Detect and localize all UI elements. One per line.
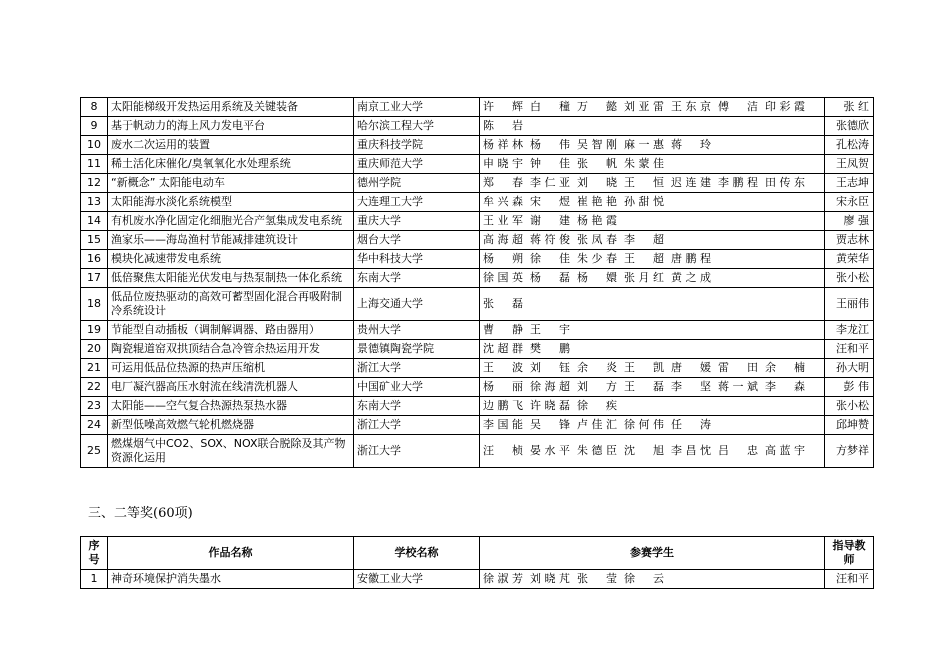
student-name: 谢 建 (530, 214, 570, 227)
table-row (81, 155, 874, 174)
advisor-name: 张德欣 (825, 117, 874, 136)
student-name: 麻一惠 (624, 138, 664, 151)
school-name: 浙江大学 (354, 416, 480, 435)
student-name: 高海超 (483, 233, 523, 246)
row-number: 11 (81, 155, 108, 174)
student-name: 雷 田 (718, 361, 758, 374)
school-name: 安徽工业大学 (354, 570, 480, 589)
students-list (480, 288, 825, 321)
student-name: 刘 晓 (577, 176, 617, 189)
student-name: 汪 桢 (483, 444, 523, 457)
student-name: 李 森 (765, 380, 805, 393)
school-name: 中国矿业大学 (354, 378, 480, 397)
student-name: 吴 锋 (530, 418, 570, 431)
table-row (81, 570, 874, 589)
work-title: 基于帆动力的海上风力发电平台 (108, 117, 354, 136)
student-name: 刘 方 (577, 380, 617, 393)
student-name: 卢佳汇 (577, 418, 617, 431)
row-number: 23 (81, 397, 108, 416)
student-name: 张 莹 (577, 572, 617, 585)
table-row (81, 212, 874, 231)
header-title: 作品名称 (108, 537, 354, 570)
student-name: 王业军 (483, 214, 523, 227)
student-name: 王 波 (483, 361, 523, 374)
row-number: 8 (81, 98, 108, 117)
school-name: 烟台大学 (354, 231, 480, 250)
table-row (81, 136, 874, 155)
table-row (81, 98, 874, 117)
work-title: 渔家乐——海岛渔村节能减排建筑设计 (108, 231, 354, 250)
advisor-name: 邱坤赞 (825, 416, 874, 435)
student-name: 黄之成 (671, 271, 711, 284)
work-title: 可运用低品位热源的热声压缩机 (108, 359, 354, 378)
work-title: 低品位废热驱动的高效可蓄型固化混合再吸附制冷系统设计 (108, 288, 354, 321)
work-title: 新型低噪高效燃气轮机燃烧器 (108, 416, 354, 435)
work-title: 模块化减速带发电系统 (108, 250, 354, 269)
student-name: 朱德臣 (577, 444, 617, 457)
student-name: 许 辉 (483, 100, 523, 113)
student-name: 朱少春 (577, 252, 617, 265)
advisor-name: 张 红 (825, 98, 874, 117)
row-number: 14 (81, 212, 108, 231)
student-name: 蒋 玲 (671, 138, 711, 151)
advisor-name: 贾志林 (825, 231, 874, 250)
work-title: 有机废水净化固定化细胞光合产氢集成发电系统 (108, 212, 354, 231)
students-list (480, 570, 825, 589)
school-name: 大连理工大学 (354, 193, 480, 212)
student-name: 迟连建 (671, 176, 711, 189)
student-name: 晏水平 (530, 444, 570, 457)
work-title: 稀土活化床催化/臭氧氧化水处理系统 (108, 155, 354, 174)
student-name: 申晓宇 (483, 157, 523, 170)
students-list (480, 136, 825, 155)
advisor-name: 汪和平 (825, 340, 874, 359)
table-row (81, 231, 874, 250)
school-name: 东南大学 (354, 397, 480, 416)
advisor-name: 方梦祥 (825, 435, 874, 468)
row-number: 9 (81, 117, 108, 136)
student-name: 傅 洁 (718, 100, 758, 113)
work-title: 废水二次运用的装置 (108, 136, 354, 155)
school-name: 浙江大学 (354, 435, 480, 468)
student-name: 王 超 (624, 252, 664, 265)
school-name: 贵州大学 (354, 321, 480, 340)
student-name: 张 磊 (483, 297, 523, 310)
student-name: 钟 佳 (530, 157, 570, 170)
row-number: 1 (81, 570, 108, 589)
school-name: 德州学院 (354, 174, 480, 193)
work-title: 燃煤烟气中CO2、SOX、NOX联合脱除及其产物资源化运用 (108, 435, 354, 468)
work-title: 节能型自动插板（调制解调器、路由器用） (108, 321, 354, 340)
row-number: 24 (81, 416, 108, 435)
student-name: 张 帆 (577, 157, 617, 170)
advisor-name: 彭 伟 (825, 378, 874, 397)
school-name: 哈尔滨工程大学 (354, 117, 480, 136)
student-name: 吴智刚 (577, 138, 617, 151)
row-number: 19 (81, 321, 108, 340)
table-row (81, 250, 874, 269)
student-name: 沈 旭 (624, 444, 664, 457)
student-name: 樊 鹏 (530, 342, 570, 355)
student-name: 余 炎 (577, 361, 617, 374)
table-row (81, 193, 874, 212)
student-name: 崔艳艳 (577, 195, 617, 208)
advisor-name: 宋永臣 (825, 193, 874, 212)
advisor-name: 李龙江 (825, 321, 874, 340)
student-name: 徐 疾 (577, 399, 617, 412)
student-name: 沈超群 (483, 342, 523, 355)
school-name: 上海交通大学 (354, 288, 480, 321)
students-list (480, 174, 825, 193)
student-name: 刘晓芃 (530, 572, 570, 585)
table-row (81, 416, 874, 435)
school-name: 重庆大学 (354, 212, 480, 231)
student-name: 徐淑芳 (483, 572, 523, 585)
students-list (480, 435, 825, 468)
student-name: 杨 伟 (530, 138, 570, 151)
student-name: 郑 春 (483, 176, 523, 189)
row-number: 17 (81, 269, 108, 288)
advisor-name: 孙大明 (825, 359, 874, 378)
school-name: 重庆师范大学 (354, 155, 480, 174)
header-students: 参赛学生 (480, 537, 825, 570)
students-list (480, 250, 825, 269)
table-row (81, 378, 874, 397)
student-name: 杨艳霞 (577, 214, 617, 227)
second-prize-table-header (81, 537, 874, 570)
table-row (81, 397, 874, 416)
student-name: 边鹏飞 (483, 399, 523, 412)
work-title: 神奇环境保护消失墨水 (108, 570, 354, 589)
students-list (480, 269, 825, 288)
header-no: 序号 (81, 537, 108, 570)
students-list (480, 212, 825, 231)
students-list (480, 397, 825, 416)
students-list (480, 193, 825, 212)
row-number: 25 (81, 435, 108, 468)
student-name: 高蓝宇 (765, 444, 805, 457)
student-name: 唐 媛 (671, 361, 711, 374)
advisor-name: 王志坤 (825, 174, 874, 193)
students-list (480, 359, 825, 378)
students-list (480, 378, 825, 397)
row-number: 21 (81, 359, 108, 378)
awards-table (80, 97, 874, 468)
student-name: 蒋符俊 (530, 233, 570, 246)
second-prize-table (80, 536, 874, 589)
student-name: 许晓磊 (530, 399, 570, 412)
student-name: 刘 钰 (530, 361, 570, 374)
student-name: 李仁亚 (530, 176, 570, 189)
student-name: 张月红 (624, 271, 664, 284)
students-list (480, 231, 825, 250)
school-name: 华中科技大学 (354, 250, 480, 269)
table-row (81, 321, 874, 340)
student-name: 杨 嬛 (577, 271, 617, 284)
row-number: 18 (81, 288, 108, 321)
header-school: 学校名称 (354, 537, 480, 570)
section-heading: 三、二等奖(60项) (88, 506, 193, 521)
table-row (81, 340, 874, 359)
student-name: 徐国英 (483, 271, 523, 284)
work-title: “新概念” 太阳能电动车 (108, 174, 354, 193)
student-name: 吕 忠 (718, 444, 758, 457)
advisor-name: 汪和平 (825, 570, 874, 589)
student-name: 李鹏程 (718, 176, 758, 189)
work-title: 太阳能梯级开发热运用系统及关键装备 (108, 98, 354, 117)
school-name: 东南大学 (354, 269, 480, 288)
school-name: 重庆科技学院 (354, 136, 480, 155)
student-name: 徐 云 (624, 572, 664, 585)
student-name: 白 穜 (530, 100, 570, 113)
work-title: 太阳能——空气复合热源热泵热水器 (108, 397, 354, 416)
row-number: 16 (81, 250, 108, 269)
advisor-name: 王凤贺 (825, 155, 874, 174)
advisor-name: 张小松 (825, 269, 874, 288)
student-name: 徐 佳 (530, 252, 570, 265)
student-name: 王 凯 (624, 361, 664, 374)
advisor-name: 王丽伟 (825, 288, 874, 321)
student-name: 唐鹏程 (671, 252, 711, 265)
student-name: 杨祥林 (483, 138, 523, 151)
student-name: 田传东 (765, 176, 805, 189)
students-list (480, 155, 825, 174)
student-name: 王 宇 (530, 323, 570, 336)
row-number: 22 (81, 378, 108, 397)
advisor-name: 黄荣华 (825, 250, 874, 269)
second-prize-table-body (81, 570, 874, 589)
students-list (480, 340, 825, 359)
student-name: 万 懿 (577, 100, 617, 113)
student-name: 印彩霞 (765, 100, 805, 113)
student-name: 曹 静 (483, 323, 523, 336)
student-name: 任 涛 (671, 418, 711, 431)
row-number: 12 (81, 174, 108, 193)
student-name: 孙甜悦 (624, 195, 664, 208)
table-row (81, 269, 874, 288)
student-name: 余 楠 (765, 361, 805, 374)
row-number: 13 (81, 193, 108, 212)
students-list (480, 98, 825, 117)
student-name: 牟兴森 (483, 195, 523, 208)
students-list (480, 117, 825, 136)
row-number: 20 (81, 340, 108, 359)
advisor-name: 孔松涛 (825, 136, 874, 155)
advisor-name: 廖 强 (825, 212, 874, 231)
student-name: 杨 丽 (483, 380, 523, 393)
student-name: 王东京 (671, 100, 711, 113)
awards-table-body (81, 98, 874, 468)
student-name: 徐海超 (530, 380, 570, 393)
student-name: 王 磊 (624, 380, 664, 393)
row-number: 10 (81, 136, 108, 155)
student-name: 李国能 (483, 418, 523, 431)
school-name: 浙江大学 (354, 359, 480, 378)
school-name: 景德镇陶瓷学院 (354, 340, 480, 359)
work-title: 低倍聚焦太阳能光伏发电与热泵制热一体化系统 (108, 269, 354, 288)
student-name: 李 坚 (671, 380, 711, 393)
student-name: 徐何伟 (624, 418, 664, 431)
row-number: 15 (81, 231, 108, 250)
advisor-name: 张小松 (825, 397, 874, 416)
work-title: 太阳能海水淡化系统模型 (108, 193, 354, 212)
student-name: 朱蒙佳 (624, 157, 664, 170)
table-row (81, 288, 874, 321)
students-list (480, 416, 825, 435)
student-name: 杨 磊 (530, 271, 570, 284)
student-name: 李昌忱 (671, 444, 711, 457)
table-row (81, 174, 874, 193)
student-name: 张凤春 (577, 233, 617, 246)
table-row (81, 359, 874, 378)
header-row (81, 537, 874, 570)
student-name: 蒋一斌 (718, 380, 758, 393)
student-name: 陈 岩 (483, 119, 523, 132)
table-row (81, 117, 874, 136)
work-title: 陶瓷辊道窑双拱顶结合急冷管余热运用开发 (108, 340, 354, 359)
school-name: 南京工业大学 (354, 98, 480, 117)
student-name: 李 超 (624, 233, 664, 246)
work-title: 电厂凝汽器高压水射流在线清洗机器人 (108, 378, 354, 397)
students-list (480, 321, 825, 340)
student-name: 宋 煜 (530, 195, 570, 208)
student-name: 杨 朔 (483, 252, 523, 265)
student-name: 王 恒 (624, 176, 664, 189)
student-name: 刘亚雷 (624, 100, 664, 113)
table-row (81, 435, 874, 468)
header-advisor: 指导教师 (825, 537, 874, 570)
